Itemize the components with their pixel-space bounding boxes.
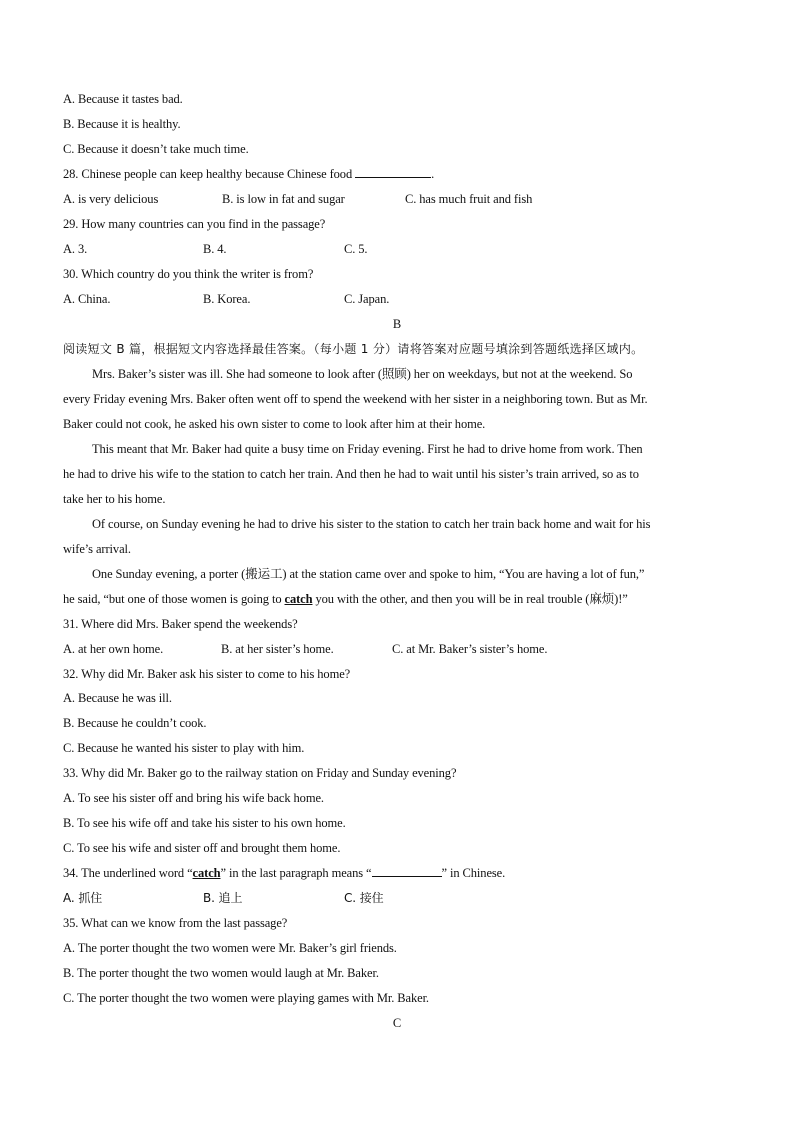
q28-option-a: A. is very delicious: [63, 192, 159, 206]
q33-option-c: C. To see his wife and sister off and brought them home.: [63, 841, 341, 855]
q35-option-b: B. The porter thought the two women would laugh at Mr. Baker.: [63, 966, 379, 980]
passage-p4-line1: One Sunday evening, a porter (搬运工) at the station came over and spoke to him, “You are having a lot of fun,”: [92, 567, 645, 581]
passage-p3-line1: Of course, on Sunday evening he had to drive his sister to the station to catch her train back home and wait for his: [92, 517, 651, 531]
q28-options: [63, 191, 763, 207]
passage-p1-line3: Baker could not cook, he asked his own sister to come to look after him at their home.: [63, 417, 486, 431]
underlined-word: catch: [192, 866, 221, 880]
q30-option-b: B. Korea.: [203, 292, 251, 306]
q27-option-b: B. Because it is healthy.: [63, 117, 181, 131]
q28-text: 28. Chinese people can keep healthy because Chinese food: [63, 167, 353, 181]
passage-p2-line3: take her to his home.: [63, 492, 166, 506]
q34-text: 34. The underlined word “: [63, 866, 193, 880]
passage-p1-line2: every Friday evening Mrs. Baker often went off to spend the weekend with her sister in a neighboring town. But as Mr.: [63, 392, 648, 406]
passage-p1-line1: Mrs. Baker’s sister was ill. She had someone to look after (照顾) her on weekdays, but not at the weekend. So: [92, 367, 633, 381]
q35-option-a: A. The porter thought the two women were Mr. Baker’s girl friends.: [63, 941, 397, 955]
passage-p2-line2: he had to drive his wife to the station to catch her train. And then he had to wait until his sister’s train arrived, so as to: [63, 467, 639, 481]
q31-option-a: A. at her own home.: [63, 642, 164, 656]
q29-option-c: C. 5.: [344, 242, 368, 256]
answer-blank: [372, 865, 442, 877]
q29-option-b: B. 4.: [203, 242, 227, 256]
q34-text: ” in Chinese.: [441, 866, 506, 880]
q31-option-b: B. at her sister’s home.: [221, 642, 334, 656]
underlined-word: catch: [284, 592, 313, 606]
section-b-heading: B: [392, 317, 402, 331]
q27-option-a: A. Because it tastes bad.: [63, 92, 183, 106]
q32-option-b: B. Because he couldn’t cook.: [63, 716, 207, 730]
q34-text: ” in the last paragraph means “: [220, 866, 372, 880]
passage-p2-line1: This meant that Mr. Baker had quite a busy time on Friday evening. First he had to drive home from work. Then: [92, 442, 643, 456]
q30-stem: 30. Which country do you think the writer is from?: [63, 267, 314, 281]
q33-option-b: B. To see his wife off and take his sister to his own home.: [63, 816, 346, 830]
q32-option-a: A. Because he was ill.: [63, 691, 172, 705]
q29-stem: 29. How many countries can you find in the passage?: [63, 217, 326, 231]
q31-options: [63, 641, 763, 657]
q35-stem: 35. What can we know from the last passage?: [63, 916, 288, 930]
q34-option-c: C. 接住: [344, 891, 384, 905]
q34-option-b: B. 追上: [203, 891, 243, 905]
q32-option-c: C. Because he wanted his sister to play with him.: [63, 741, 305, 755]
q34-stem: [63, 865, 505, 881]
q34-options: [63, 890, 763, 906]
section-b-instruction: 阅读短文 B 篇，根据短文内容选择最佳答案。（每小题 1 分）请将答案对应题号填涂到答题纸选择区域内。: [63, 342, 644, 356]
passage-text: he said, “but one of those women is going to: [63, 592, 285, 606]
q35-option-c: C. The porter thought the two women were playing games with Mr. Baker.: [63, 991, 429, 1005]
section-c-heading: C: [392, 1016, 402, 1030]
q27-option-c: C. Because it doesn’t take much time.: [63, 142, 249, 156]
q31-option-c: C. at Mr. Baker’s sister’s home.: [392, 642, 548, 656]
q29-option-a: A. 3.: [63, 242, 88, 256]
q28-stem: [63, 166, 434, 182]
q33-stem: 33. Why did Mr. Baker go to the railway station on Friday and Sunday evening?: [63, 766, 457, 780]
passage-p4-line2: [63, 591, 628, 607]
q30-option-a: A. China.: [63, 292, 111, 306]
q32-stem: 32. Why did Mr. Baker ask his sister to come to his home?: [63, 667, 351, 681]
q28-end: .: [431, 167, 435, 181]
q28-option-c: C. has much fruit and fish: [405, 192, 533, 206]
q33-option-a: A. To see his sister off and bring his wife back home.: [63, 791, 324, 805]
answer-blank: [355, 166, 431, 178]
passage-text: you with the other, and then you will be in real trouble (麻烦)!”: [312, 592, 628, 606]
q31-stem: 31. Where did Mrs. Baker spend the weekends?: [63, 617, 298, 631]
q29-options: [63, 241, 763, 257]
q28-option-b: B. is low in fat and sugar: [222, 192, 345, 206]
passage-p3-line2: wife’s arrival.: [63, 542, 131, 556]
q30-options: [63, 291, 763, 307]
q30-option-c: C. Japan.: [344, 292, 390, 306]
q34-option-a: A. 抓住: [63, 891, 103, 905]
